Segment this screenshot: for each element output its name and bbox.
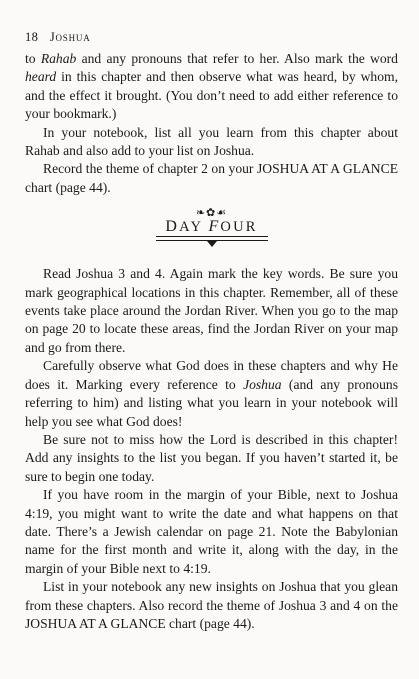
day-label <box>156 219 268 237</box>
text-run: and any pronouns that refer to her. Also mark the word <box>76 51 398 66</box>
text-run: (and any pronouns referring to him) and listing what you learn in your notebook will help you see what God does! <box>25 376 398 429</box>
book-title: Joshua <box>49 30 91 44</box>
paragraph-observe-god <box>25 357 398 431</box>
section-day-three-end <box>25 50 398 197</box>
running-head <box>25 28 398 50</box>
paragraph-lord-described: Be sure not to miss how the Lord is described in this chapter! Add any insights to the list you began. If you haven’t started it, be sure to begin one today. <box>25 431 398 484</box>
paragraph-rahab <box>25 50 398 124</box>
emphasis-heard: heard <box>25 69 57 85</box>
emphasis-rahab: Rahab <box>40 51 77 66</box>
four-rest: OUR <box>220 219 258 236</box>
paragraph-new-insights: List in your notebook any new insights on Joshua that you glean from these chapters. Also record the theme of Joshua 3 and 4 on the JOSHUA AT A GLANCE chart (page 44). <box>25 579 398 631</box>
text-run: Carefully observe what God does in these chapters and why He does it. Marking every reference to <box>25 358 398 392</box>
paragraph-margin-date: If you have room in the margin of your Bible, next to Joshua 4:19, you might want to write the date and what happens on that date. There’s a Jewish calendar on page 21. Note the Babylonian name for the first month and write it, along with the day, in the margin of your Bible next to 4:19. <box>25 487 398 576</box>
flourish-ornament-icon: ❧✿☙ <box>195 207 228 220</box>
pointer-triangle-icon <box>207 241 217 247</box>
four-initial: F <box>208 218 221 236</box>
page-number: 18 <box>25 30 39 44</box>
text-run: in this chapter and then observe what was heard, by whom, and the effect it brought. (You don’t need to add either reference to your bookmark.) <box>25 69 398 122</box>
paragraph-notebook: In your notebook, list all you learn from this chapter about Rahab and also add to your list on Joshua. <box>25 124 398 159</box>
paragraph-read-joshua: Read Joshua 3 and 4. Again mark the key words. Be sure you mark geographical locations in this chapter. Remember, all of these events take place around the Jordan River. When you go to the map on page 20 to locate these areas, find the Jordan River on your map and go from there. <box>25 266 398 355</box>
day-initial: D <box>165 218 180 236</box>
book-page <box>25 28 398 633</box>
day-four-heading <box>156 207 268 241</box>
day-rest: AY <box>179 219 203 236</box>
text-run: to <box>25 51 41 66</box>
emphasis-joshua: Joshua <box>243 376 282 392</box>
paragraph-theme-chapter-2: Record the theme of chapter 2 on your JOSHUA AT A GLANCE chart (page 44). <box>25 161 398 195</box>
section-day-four <box>25 265 398 633</box>
